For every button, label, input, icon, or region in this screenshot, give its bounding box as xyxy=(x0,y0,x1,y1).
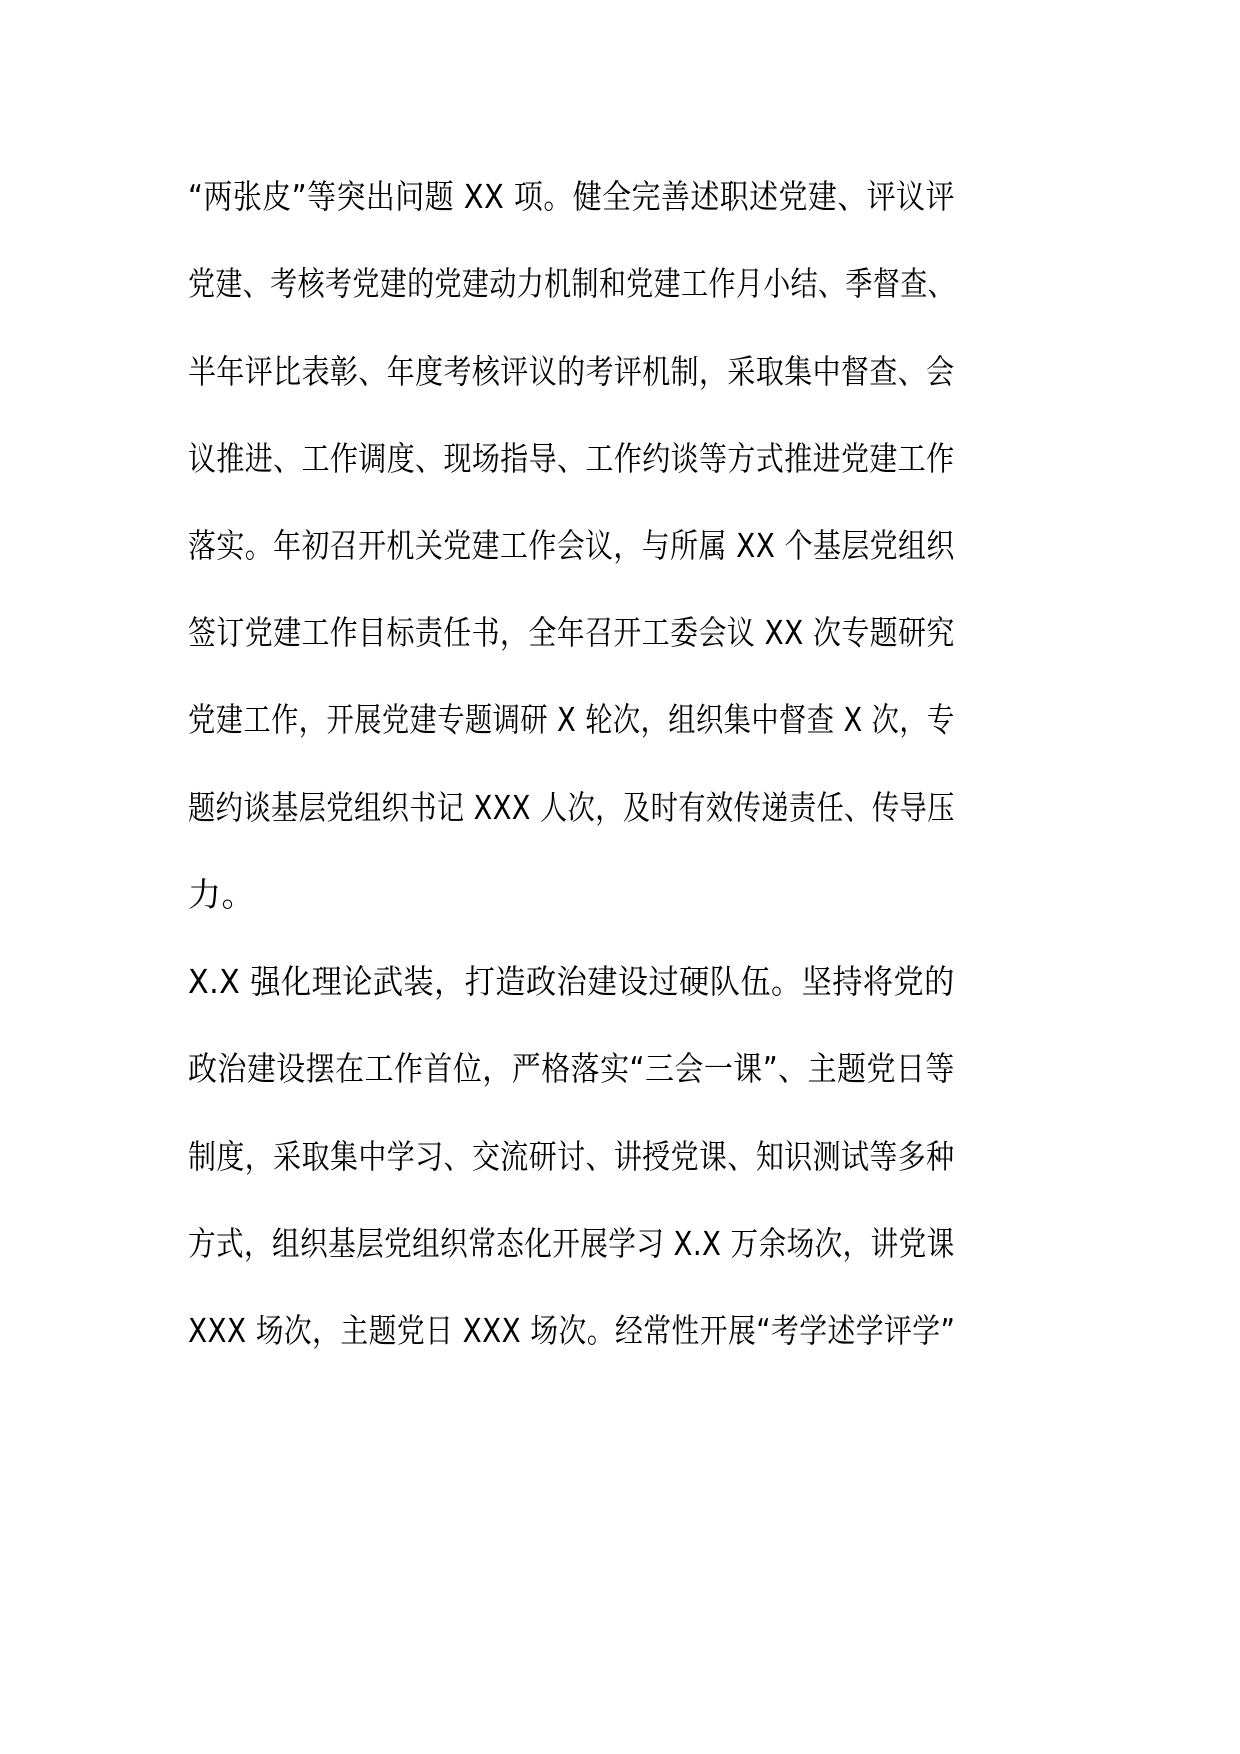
text-line: 半年评比表彰、年度考核评议的考评机制，采取集中督查、会 xyxy=(188,352,955,391)
text-line: 制度，采取集中学习、交流研讨、讲授党课、知识测试等多种 xyxy=(188,1137,955,1176)
text-line: 力。 xyxy=(188,875,255,914)
text-line: 落实。年初召开机关党建工作会议，与所属 XX 个基层党组织 xyxy=(188,526,955,565)
text-line: “两张皮”等突出问题 XX 项。健全完善述职述党建、评议评 xyxy=(188,177,955,216)
text-line: 议推进、工作调度、现场指导、工作约谈等方式推进党建工作 xyxy=(188,439,955,478)
text-line: X.X 强化理论武装，打造政治建设过硬队伍。坚持将党的 xyxy=(188,962,955,1001)
text-line: 题约谈基层党组织书记 XXX 人次，及时有效传递责任、传导压 xyxy=(188,788,955,827)
text-line: 党建工作，开展党建专题调研 X 轮次，组织集中督查 X 次，专 xyxy=(188,700,955,739)
text-line: 方式，组织基层党组织常态化开展学习 X.X 万余场次，讲党课 xyxy=(188,1224,955,1263)
text-line: XXX 场次，主题党日 XXX 场次。经常性开展“考学述学评学” xyxy=(188,1311,956,1350)
text-line: 签订党建工作目标责任书，全年召开工委会议 XX 次专题研究 xyxy=(188,613,955,652)
text-line: 党建、考核考党建的党建动力机制和党建工作月小结、季督查、 xyxy=(188,264,956,303)
text-line: 政治建设摆在工作首位，严格落实“三会一课”、主题党日等 xyxy=(188,1049,955,1088)
